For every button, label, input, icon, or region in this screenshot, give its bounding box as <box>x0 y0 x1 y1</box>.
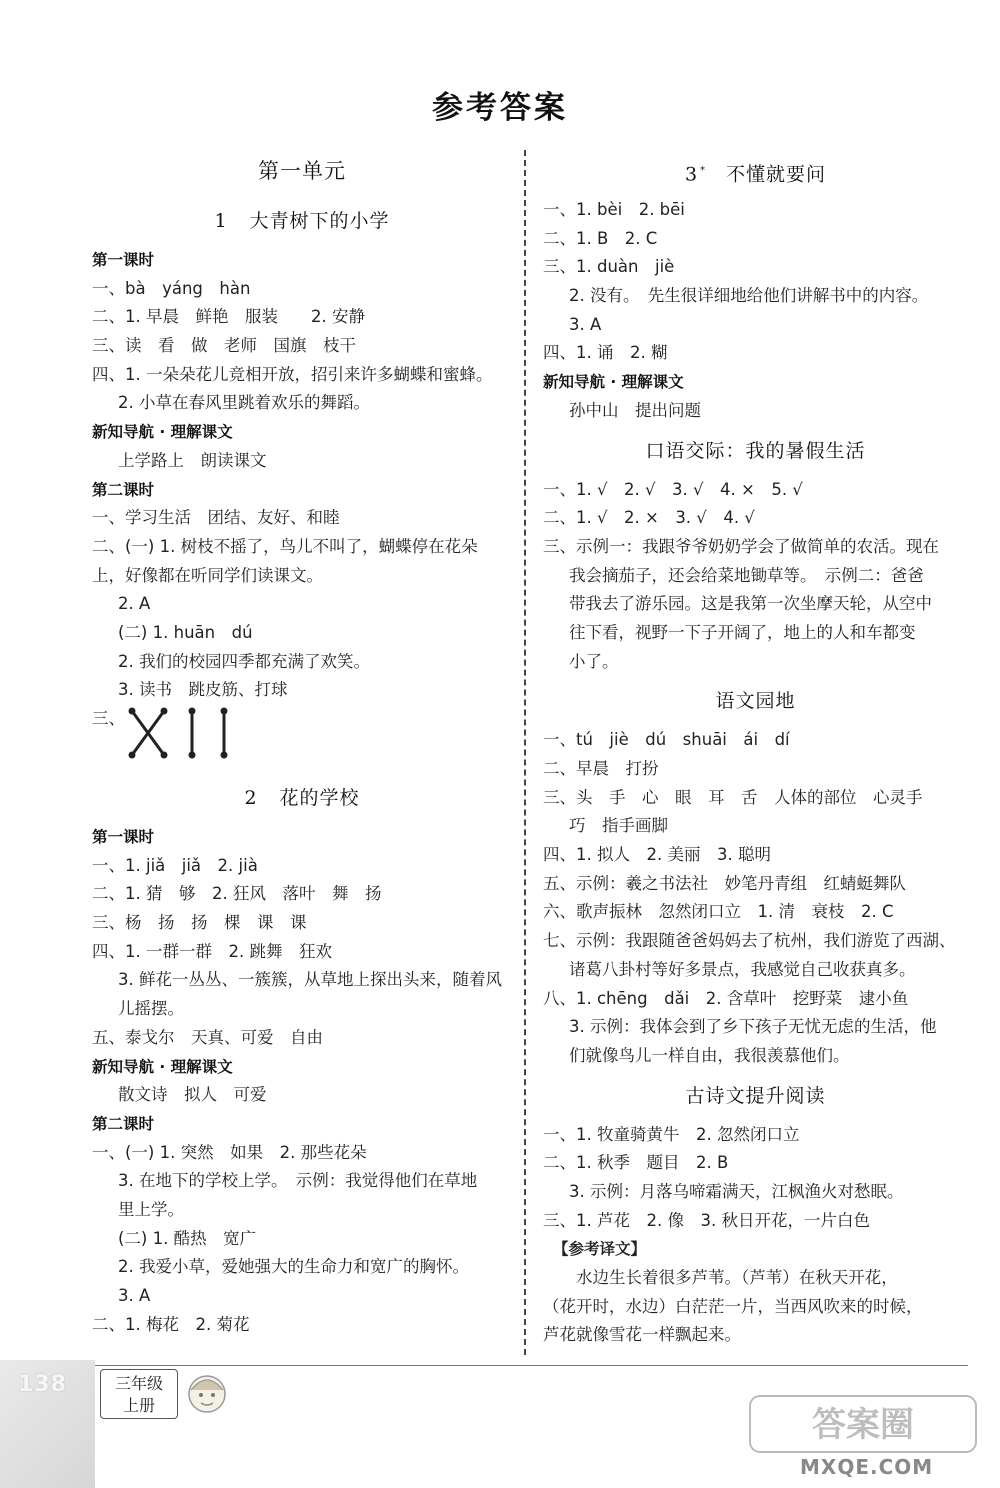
matching-answer <box>92 705 512 773</box>
answer-line: 们就像鸟儿一样自由，我很羡慕他们。 <box>569 1045 850 1065</box>
answer-line: 一、学习生活 团结、友好、和睦 <box>92 508 340 528</box>
answer-line: 2. 我爱小草，爱她强大的生命力和宽广的胸怀。 <box>118 1257 469 1277</box>
answer-line: 2. 小草在春风里跳着欢乐的舞蹈。 <box>118 393 370 413</box>
watermark-logo-icon <box>748 1392 978 1456</box>
lesson-number: 1 <box>214 210 228 232</box>
lesson-1-heading <box>92 196 512 246</box>
watermark-logo-text: 答案圈 <box>812 1405 914 1445</box>
mascot-face-icon <box>182 1368 232 1418</box>
section-label: 第一课时 <box>92 251 155 269</box>
answer-line: 2. 我们的校园四季都充满了欢笑。 <box>118 651 370 671</box>
answer-line: 一、(一) 1. 突然 如果 2. 那些花朵 <box>92 1142 367 1162</box>
grade-badge <box>100 1369 178 1419</box>
translation-line: （花开时，水边）白茫茫一片，当西风吹来的时候， <box>543 1296 923 1316</box>
answer-line: 三、示例一：我跟爷爷奶奶学会了做简单的农活。现在 <box>543 536 939 556</box>
lesson-title: 大青树下的小学 <box>249 210 390 232</box>
answer-line: 一、1. bèi 2. bēi <box>543 200 685 219</box>
answer-line: 七、示例：我跟随爸爸妈妈去了杭州，我们游览了西湖、 <box>543 931 956 951</box>
section-label: 新知导航 · 理解课文 <box>92 423 233 442</box>
page-title: 参考答案 <box>432 90 568 126</box>
answer-line: 上，好像都在听同学们读课文。 <box>92 565 323 585</box>
answer-line: 八、1. chēng dǎi 2. 含草叶 挖野菜 逮小鱼 <box>543 988 909 1008</box>
answer-line: 四、1. 拟人 2. 美丽 3. 聪明 <box>543 845 771 865</box>
grade-label: 三年级 <box>114 1374 163 1393</box>
lesson-title: 花的学校 <box>279 787 360 809</box>
matching-label: 三、 <box>92 709 125 728</box>
answer-line: 五、泰戈尔 天真、可爱 自由 <box>92 1027 323 1047</box>
section-label: 新知导航 · 理解课文 <box>92 1057 233 1076</box>
column-divider <box>524 150 526 1355</box>
left-column <box>92 146 512 1339</box>
answer-line: 六、歌声振林 忽然闭口立 1. 清 衰枝 2. C <box>543 902 894 922</box>
answer-line: 四、1. 一朵朵花儿竞相开放，招引来许多蝴蝶和蜜蜂。 <box>92 364 493 384</box>
matching-lines-figure <box>122 705 262 771</box>
right-column <box>543 146 968 1350</box>
answer-line: 我会摘茄子，还会给菜地锄草等。 示例二：爸爸 <box>569 565 924 585</box>
answer-line: 二、(一) 1. 树枝不摇了，鸟儿不叫了，蝴蝶停在花朵 <box>92 536 478 556</box>
answer-line: 3. A <box>569 314 602 334</box>
section-label: 第二课时 <box>92 1114 155 1133</box>
optional-lesson-mark: * <box>700 165 707 176</box>
answer-line: 一、bà yáng hàn <box>92 278 251 298</box>
translation-label: 【参考译文】 <box>553 1240 647 1259</box>
answer-line: (二) 1. 酷热 宽广 <box>118 1228 257 1248</box>
answer-line: 三、1. 芦花 2. 像 3. 秋日开花，一片白色 <box>543 1210 870 1230</box>
answer-line: 带我去了游乐园。这是我第一次坐摩天轮，从空中 <box>569 594 932 614</box>
answer-line: 二、1. 早晨 鲜艳 服装 2. 安静 <box>92 307 365 327</box>
answer-line: 巧 指手画脚 <box>569 816 668 836</box>
answer-line: 五、示例：羲之书法社 妙笔丹青组 红蜻蜓舞队 <box>543 873 906 893</box>
translation-line: 芦花就像雪花一样飘起来。 <box>543 1325 741 1345</box>
answer-line: 上学路上 朗读课文 <box>118 450 267 470</box>
answer-line: 二、早晨 打扮 <box>543 759 659 778</box>
lesson-number: 3 <box>684 163 699 186</box>
unit-heading: 第一单元 <box>258 159 346 183</box>
footer-rule <box>88 1365 968 1366</box>
answer-line: 3. 示例：月落乌啼霜满天，江枫渔火对愁眠。 <box>569 1181 904 1201</box>
answer-line: 二、1. 梅花 2. 菊花 <box>92 1314 250 1334</box>
translation-line: 水边生长着很多芦苇。（芦苇）在秋天开花， <box>543 1268 898 1287</box>
section-label: 第一课时 <box>92 828 155 846</box>
answer-line: 诸葛八卦村等好多景点，我感觉自己收获真多。 <box>569 959 916 979</box>
answer-line: 往下看，视野一下子开阔了，地上的人和车都变 <box>569 622 916 642</box>
answer-line: 2. A <box>118 594 151 614</box>
answer-line: 二、1. 秋季 题目 2. B <box>543 1153 729 1173</box>
answer-line: 二、1. B 2. C <box>543 228 658 248</box>
answer-line: 2. 没有。 先生很详细地给他们讲解书中的内容。 <box>569 286 929 306</box>
lesson-3-heading <box>543 146 968 196</box>
poem-heading: 古诗文提升阅读 <box>685 1084 826 1107</box>
answer-line: 一、1. jiǎ jiǎ 2. jià <box>92 855 258 875</box>
answer-line: 3. A <box>118 1286 151 1305</box>
lesson-title: 不懂就要问 <box>726 163 827 186</box>
answer-line: (二) 1. huān dú <box>118 622 253 642</box>
answer-line: 3. 读书 跳皮筋、打球 <box>118 680 288 700</box>
volume-label: 上册 <box>122 1396 155 1415</box>
answer-line: 四、1. 诵 2. 糊 <box>543 343 668 363</box>
answer-line: 孙中山 提出问题 <box>569 400 701 420</box>
section-label: 第二课时 <box>92 480 155 499</box>
answer-line: 3. 示例：我体会到了乡下孩子无忧无虑的生活，他 <box>569 1017 937 1037</box>
answer-line: 一、1. √ 2. √ 3. √ 4. × 5. √ <box>543 479 803 499</box>
answer-line: 3. 在地下的学校上学。 示例：我觉得他们在草地 <box>118 1171 478 1191</box>
answer-line: 散文诗 拟人 可爱 <box>118 1085 267 1105</box>
answer-line: 二、1. √ 2. × 3. √ 4. √ <box>543 508 755 528</box>
garden-heading: 语文园地 <box>715 690 796 713</box>
answer-line: 三、头 手 心 眼 耳 舌 人体的部位 心灵手 <box>543 787 923 807</box>
answer-line: 一、tú jiè dú shuāi ái dí <box>543 730 790 750</box>
answer-line: 二、1. 猜 够 2. 狂风 落叶 舞 扬 <box>92 884 382 904</box>
lesson-number: 2 <box>244 787 258 809</box>
answer-line: 里上学。 <box>118 1199 184 1219</box>
answer-line: 一、1. 牧童骑黄牛 2. 忽然闭口立 <box>543 1124 800 1144</box>
answer-line: 四、1. 一群一群 2. 跳舞 狂欢 <box>92 941 332 961</box>
section-label: 新知导航 · 理解课文 <box>543 373 684 392</box>
page-number: 138 <box>18 1372 67 1397</box>
answer-line: 3. 鲜花一丛丛、一簇簇，从草地上探出头来，随着风 <box>118 970 502 990</box>
watermark-text: MXQE.COM <box>800 1455 934 1479</box>
answer-line: 小了。 <box>569 651 619 671</box>
lesson-2-heading <box>92 773 512 823</box>
oral-heading: 口语交际：我的暑假生活 <box>645 439 866 462</box>
answer-line: 三、杨 扬 扬 棵 课 课 <box>92 913 307 933</box>
answer-line: 三、读 看 做 老师 国旗 枝干 <box>92 336 356 356</box>
answer-line: 三、1. duàn jiè <box>543 257 675 277</box>
answer-line: 儿摇摆。 <box>118 999 184 1019</box>
